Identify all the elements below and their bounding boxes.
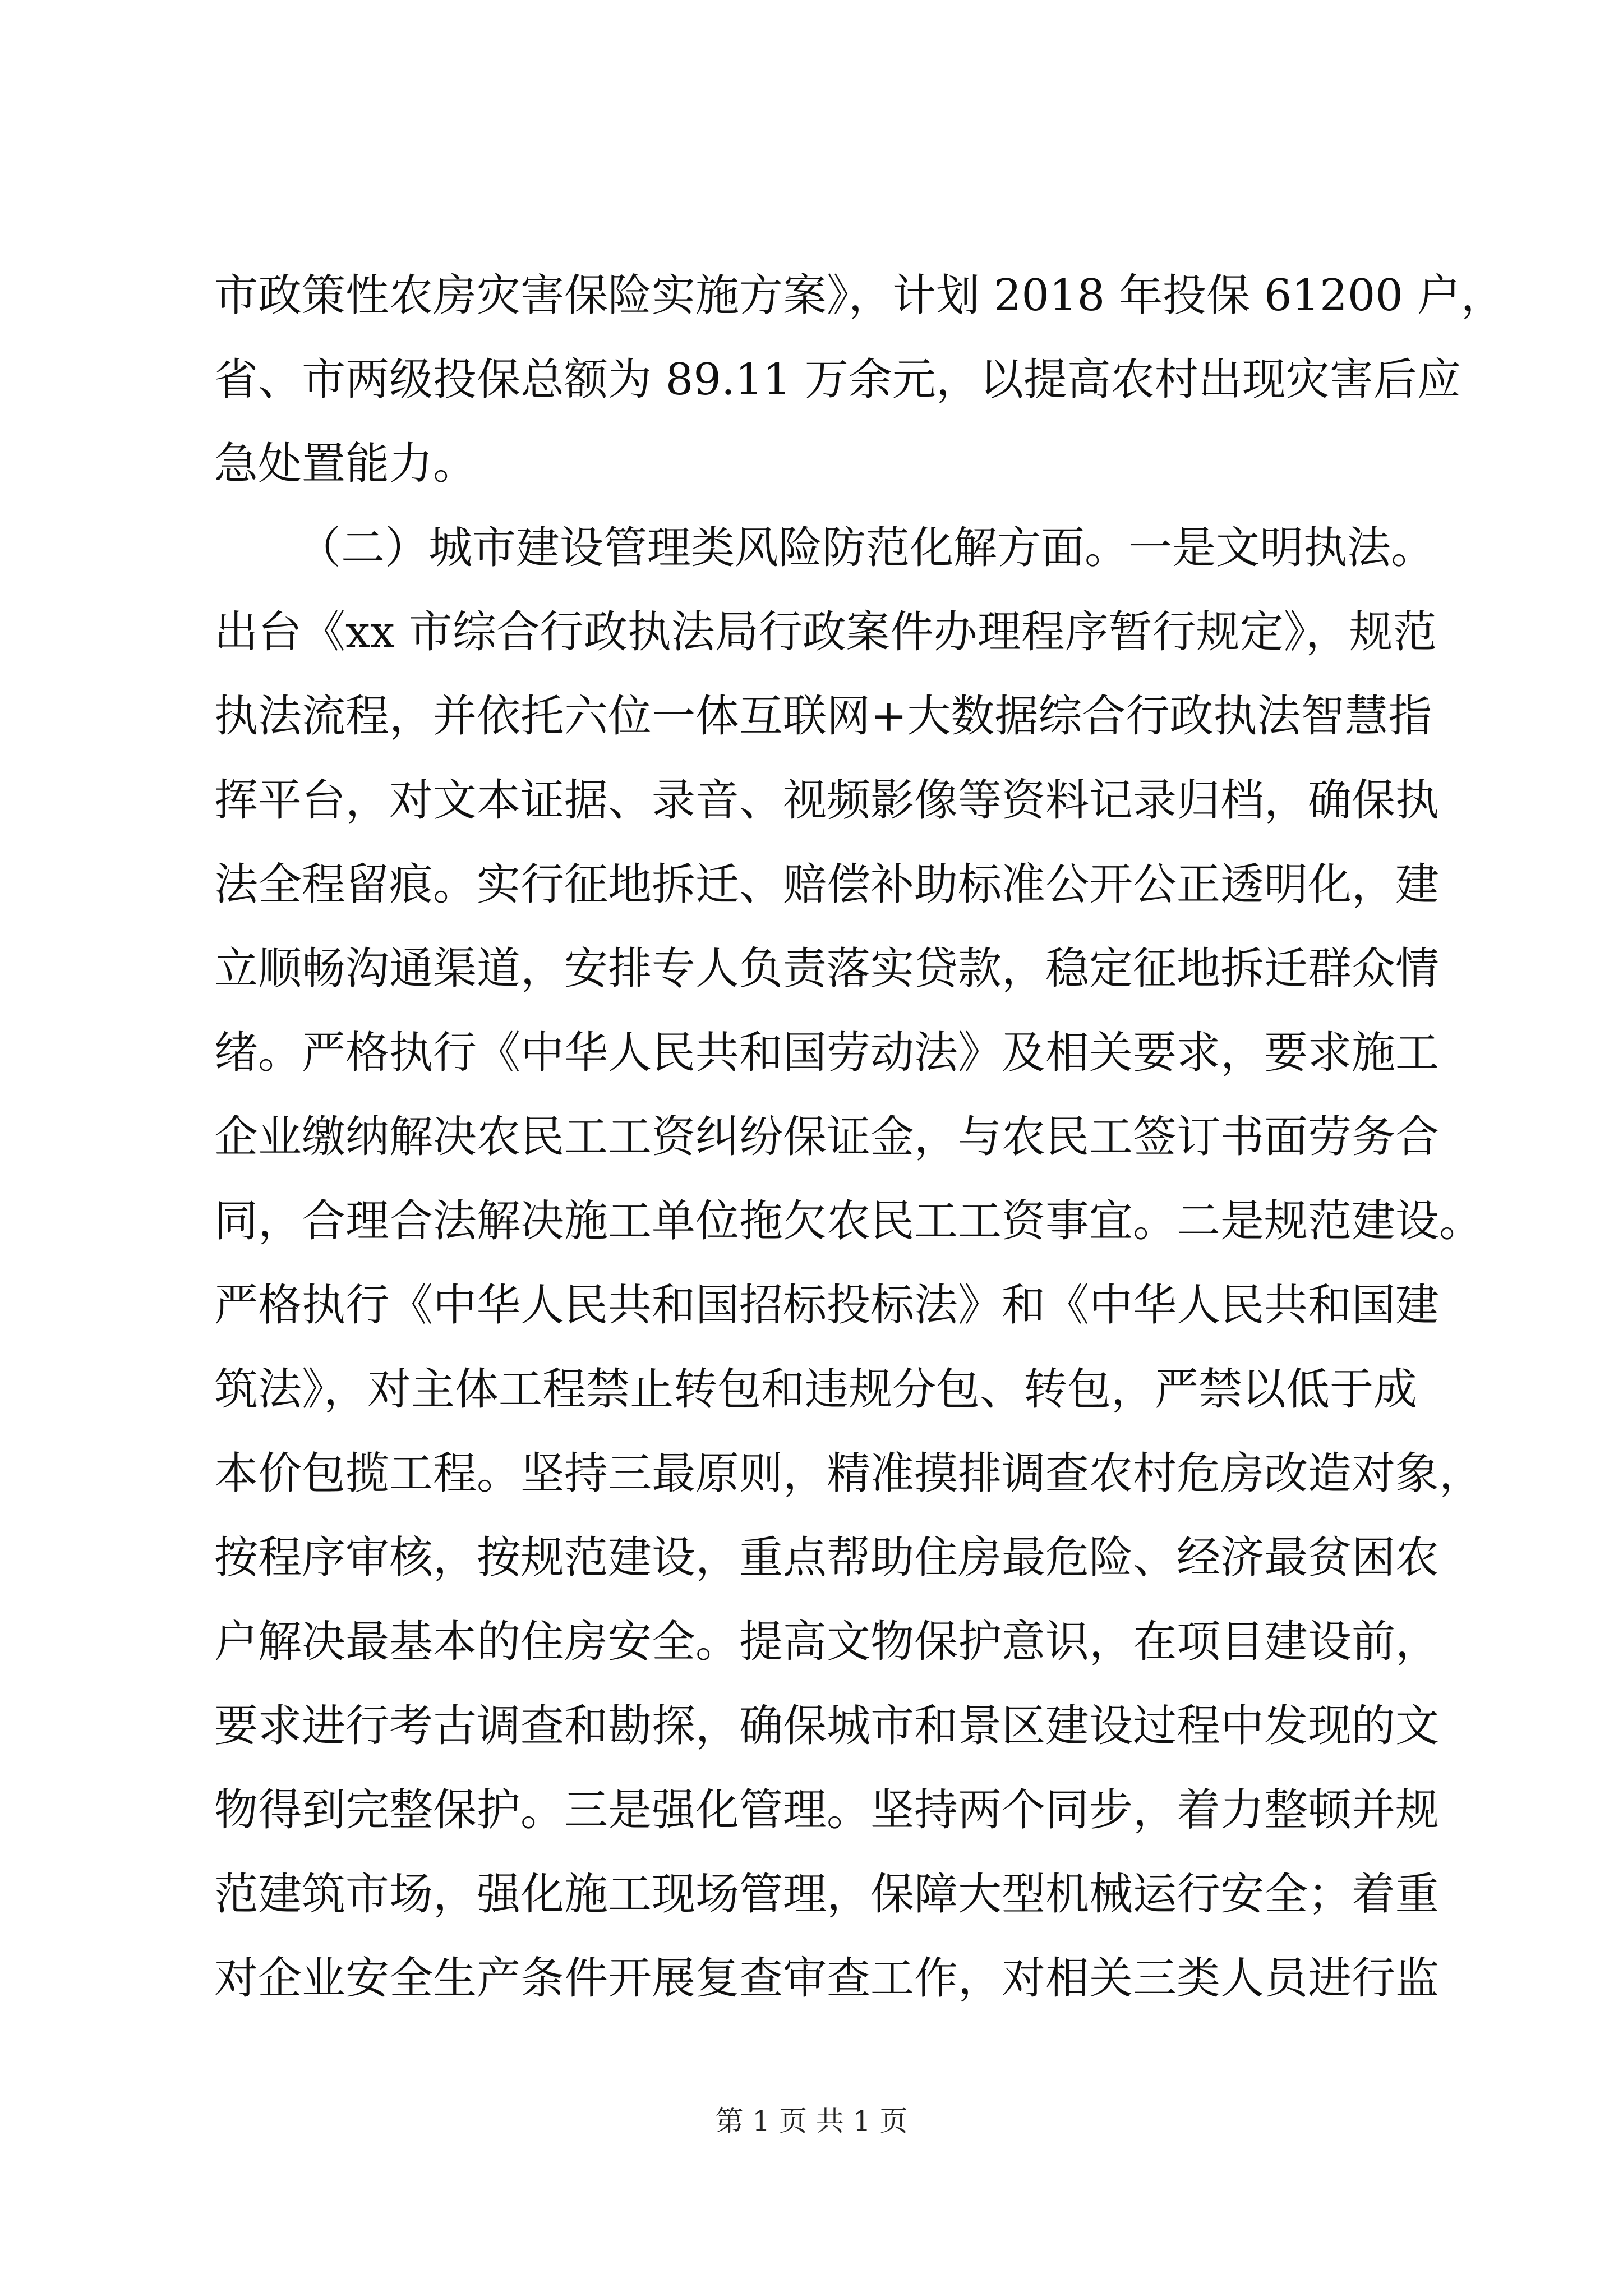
page-footer: 第 1 页 共 1 页 xyxy=(715,2105,908,2137)
text-line: 要求进行考古调查和勘探，确保城市和景区建设过程中发现的文 xyxy=(214,1701,1440,1751)
text-line: 省、市两级投保总额为 89.11 万余元，以提高农村出现灾害后应 xyxy=(214,355,1461,405)
text-line: 立顺畅沟通渠道，安排专人负责落实贷款，稳定征地拆迁群众情 xyxy=(214,944,1440,994)
text-line: 户解决最基本的住房安全。提高文物保护意识，在项目建设前， xyxy=(214,1617,1440,1667)
text-line: 市政策性农房灾害保险实施方案》，计划 2018 年投保 61200 户， xyxy=(214,270,1505,321)
text-line: 法全程留痕。实行征地拆迁、赔偿补助标准公开公正透明化，建 xyxy=(214,859,1440,910)
text-line: 范建筑市场，强化施工现场管理，保障大型机械运行安全；着重 xyxy=(214,1869,1440,1920)
section-heading-line: （二）城市建设管理类风险防范化解方面。一是文明执法。 xyxy=(297,523,1435,573)
text-line: 企业缴纳解决农民工工资纠纷保证金，与农民工签订书面劳务合 xyxy=(214,1112,1440,1162)
text-line: 挥平台，对文本证据、录音、视频影像等资料记录归档，确保执 xyxy=(214,775,1440,826)
text-line: 本价包揽工程。坚持三最原则，精准摸排调查农村危房改造对象， xyxy=(214,1448,1483,1499)
text-line: 绪。严格执行《中华人民共和国劳动法》及相关要求，要求施工 xyxy=(214,1028,1440,1078)
text-line: 同，合理合法解决施工单位拖欠农民工工资事宜。二是规范建设。 xyxy=(214,1196,1483,1246)
text-line: 物得到完整保护。三是强化管理。坚持两个同步，着力整顿并规 xyxy=(214,1785,1440,1835)
text-line: 按程序审核，按规范建设，重点帮助住房最危险、经济最贫困农 xyxy=(214,1533,1440,1583)
text-line: 对企业安全生产条件开展复查审查工作，对相关三类人员进行监 xyxy=(214,1953,1440,2004)
text-line: 严格执行《中华人民共和国招标投标法》和《中华人民共和国建 xyxy=(214,1280,1440,1331)
text-line: 执法流程，并依托六位一体互联网+大数据综合行政执法智慧指 xyxy=(214,691,1432,742)
text-line: 筑法》，对主体工程禁止转包和违规分包、转包，严禁以低于成 xyxy=(214,1364,1418,1415)
text-line: 出台《xx 市综合行政执法局行政案件办理程序暂行规定》，规范 xyxy=(214,607,1437,657)
text-line: 急处置能力。 xyxy=(214,439,477,489)
